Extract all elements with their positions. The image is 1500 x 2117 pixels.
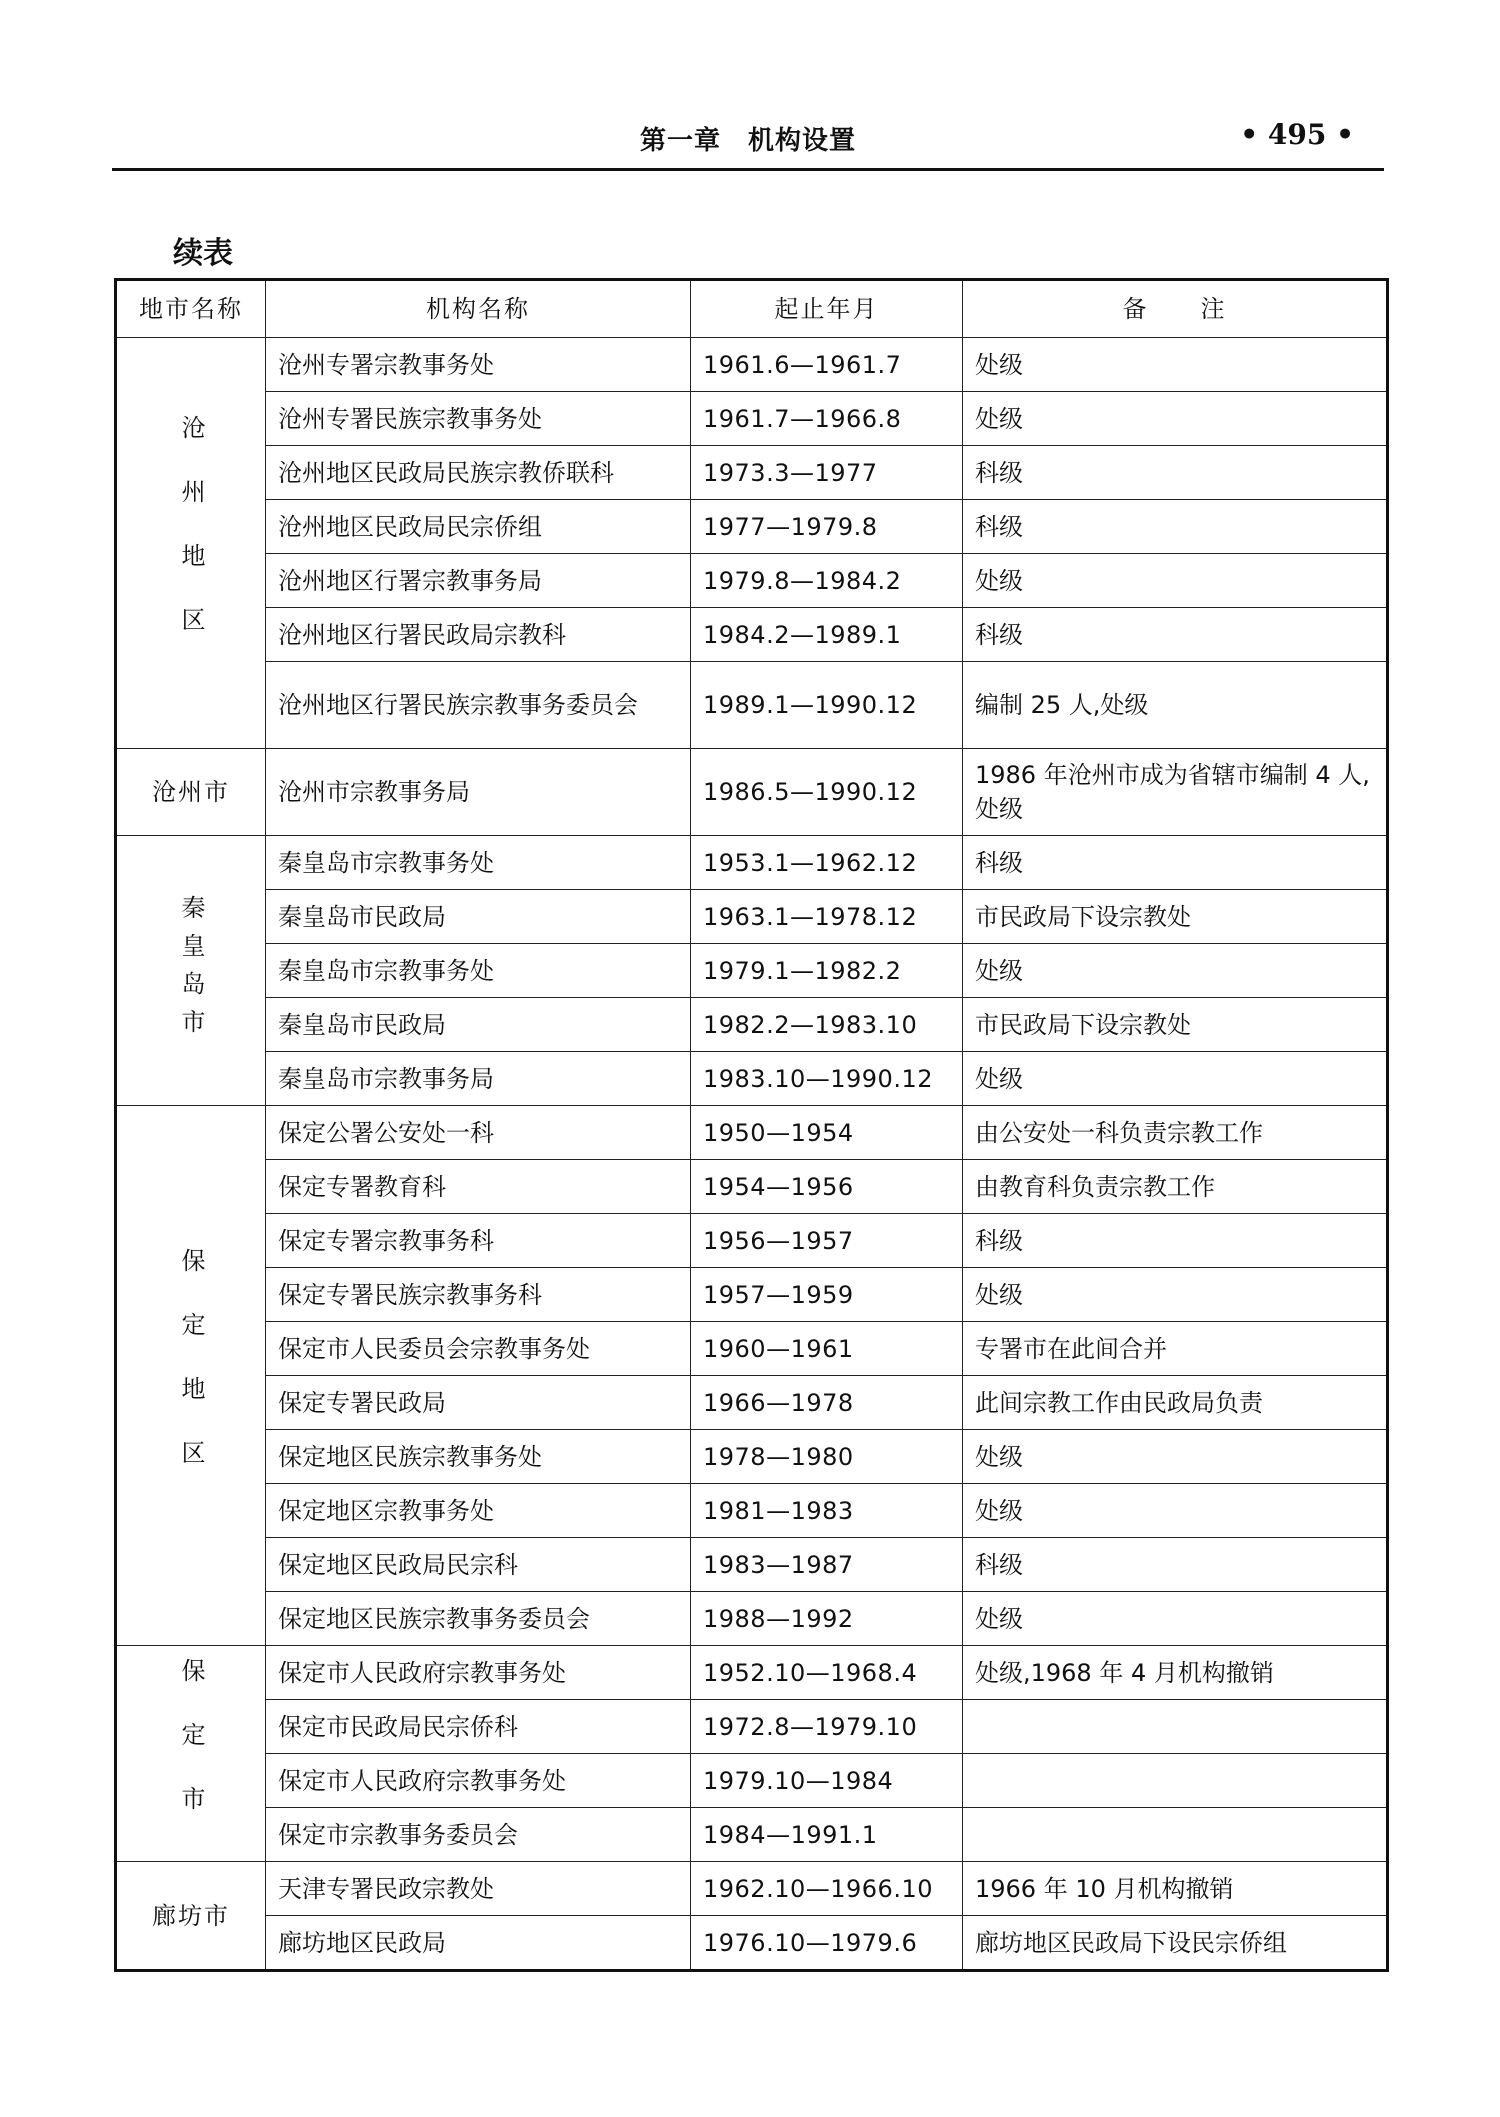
- period-cell: 1986.5—1990.12: [691, 749, 963, 836]
- remarks-cell: 处级: [963, 338, 1388, 392]
- institution-cell: 保定地区民族宗教事务处: [266, 1430, 691, 1484]
- period-cell: 1979.1—1982.2: [691, 944, 963, 998]
- period-cell: 1961.6—1961.7: [691, 338, 963, 392]
- table-row: [116, 1106, 1388, 1160]
- period-cell: 1956—1957: [691, 1214, 963, 1268]
- period-cell: 1966—1978: [691, 1376, 963, 1430]
- institution-cell: 沧州地区行署民族宗教事务委员会: [266, 662, 691, 749]
- period-cell: 1984.2—1989.1: [691, 608, 963, 662]
- institution-cell: 保定市民政局民宗侨科: [266, 1700, 691, 1754]
- period-cell: 1962.10—1966.10: [691, 1862, 963, 1916]
- table-row: [116, 608, 1388, 662]
- institution-cell: 保定市人民政府宗教事务处: [266, 1754, 691, 1808]
- table-row: [116, 554, 1388, 608]
- institution-cell: 保定市宗教事务委员会: [266, 1808, 691, 1862]
- period-cell: 1979.8—1984.2: [691, 554, 963, 608]
- remarks-cell: [963, 1700, 1388, 1754]
- table-row: [116, 1808, 1388, 1862]
- remarks-cell: 由公安处一科负责宗教工作: [963, 1106, 1388, 1160]
- period-cell: 1976.10—1979.6: [691, 1916, 963, 1971]
- institution-cell: 保定地区民政局民宗科: [266, 1538, 691, 1592]
- remarks-cell: 处级: [963, 944, 1388, 998]
- remarks-cell: [963, 1808, 1388, 1862]
- column-header-period: 起止年月: [691, 280, 963, 338]
- remarks-cell: 专署市在此间合并: [963, 1322, 1388, 1376]
- remarks-cell: 由教育科负责宗教工作: [963, 1160, 1388, 1214]
- institution-cell: 沧州市宗教事务局: [266, 749, 691, 836]
- institution-table: [114, 278, 1389, 1972]
- institution-cell: 保定专署教育科: [266, 1160, 691, 1214]
- remarks-cell: 科级: [963, 608, 1388, 662]
- institution-cell: 保定地区民族宗教事务委员会: [266, 1592, 691, 1646]
- column-header-remarks: 备 注: [963, 280, 1388, 338]
- remarks-cell: 处级: [963, 392, 1388, 446]
- remarks-cell: 处级,1968 年 4 月机构撤销: [963, 1646, 1388, 1700]
- table-row: [116, 1430, 1388, 1484]
- region-cell: 秦皇岛市: [116, 836, 266, 1106]
- institution-cell: 秦皇岛市民政局: [266, 890, 691, 944]
- remarks-cell: 处级: [963, 554, 1388, 608]
- table-row: [116, 1268, 1388, 1322]
- remarks-cell: 此间宗教工作由民政局负责: [963, 1376, 1388, 1430]
- region-cell: 保定市: [116, 1646, 266, 1862]
- institution-cell: 保定专署宗教事务科: [266, 1214, 691, 1268]
- period-cell: 1981—1983: [691, 1484, 963, 1538]
- table-row: [116, 1322, 1388, 1376]
- table-row: [116, 998, 1388, 1052]
- table-row: [116, 392, 1388, 446]
- remarks-cell: 廊坊地区民政局下设民宗侨组: [963, 1916, 1388, 1971]
- period-cell: 1982.2—1983.10: [691, 998, 963, 1052]
- table-row: [116, 1700, 1388, 1754]
- table-row: [116, 662, 1388, 749]
- table-row: [116, 1538, 1388, 1592]
- period-cell: 1984—1991.1: [691, 1808, 963, 1862]
- period-cell: 1983—1987: [691, 1538, 963, 1592]
- period-cell: 1957—1959: [691, 1268, 963, 1322]
- remarks-cell: 处级: [963, 1484, 1388, 1538]
- remarks-cell: 处级: [963, 1430, 1388, 1484]
- period-cell: 1952.10—1968.4: [691, 1646, 963, 1700]
- column-header-institution: 机构名称: [266, 280, 691, 338]
- table-row: [116, 1646, 1388, 1700]
- period-cell: 1950—1954: [691, 1106, 963, 1160]
- institution-cell: 秦皇岛市宗教事务处: [266, 836, 691, 890]
- chapter-title: 第一章 机构设置: [639, 126, 856, 156]
- table-body: [116, 338, 1388, 1971]
- remarks-cell: 科级: [963, 836, 1388, 890]
- remarks-cell: 处级: [963, 1052, 1388, 1106]
- table-row: [116, 1160, 1388, 1214]
- institution-cell: 沧州地区行署宗教事务局: [266, 554, 691, 608]
- remarks-cell: 1986 年沧州市成为省辖市编制 4 人,处级: [963, 749, 1388, 836]
- institution-cell: 沧州地区行署民政局宗教科: [266, 608, 691, 662]
- remarks-cell: 市民政局下设宗教处: [963, 890, 1388, 944]
- table-row: [116, 1376, 1388, 1430]
- table-row: [116, 1754, 1388, 1808]
- region-cell: 沧州市: [116, 749, 266, 836]
- institution-cell: 沧州地区民政局民族宗教侨联科: [266, 446, 691, 500]
- period-cell: 1954—1956: [691, 1160, 963, 1214]
- remarks-cell: 科级: [963, 1538, 1388, 1592]
- institution-cell: 天津专署民政宗教处: [266, 1862, 691, 1916]
- remarks-cell: [963, 1754, 1388, 1808]
- institution-cell: 保定市人民政府宗教事务处: [266, 1646, 691, 1700]
- table-row: [116, 749, 1388, 836]
- period-cell: 1989.1—1990.12: [691, 662, 963, 749]
- table-row: [116, 500, 1388, 554]
- institution-cell: 沧州专署民族宗教事务处: [266, 392, 691, 446]
- period-cell: 1979.10—1984: [691, 1754, 963, 1808]
- remarks-cell: 科级: [963, 446, 1388, 500]
- table-row: [116, 944, 1388, 998]
- institution-cell: 保定专署民政局: [266, 1376, 691, 1430]
- table-row: [116, 890, 1388, 944]
- table-row: [116, 338, 1388, 392]
- remarks-cell: 编制 25 人,处级: [963, 662, 1388, 749]
- remarks-cell: 科级: [963, 500, 1388, 554]
- table-row: [116, 836, 1388, 890]
- period-cell: 1977—1979.8: [691, 500, 963, 554]
- period-cell: 1953.1—1962.12: [691, 836, 963, 890]
- period-cell: 1963.1—1978.12: [691, 890, 963, 944]
- institution-cell: 沧州地区民政局民宗侨组: [266, 500, 691, 554]
- column-header-region: 地市名称: [116, 280, 266, 338]
- institution-cell: 秦皇岛市宗教事务局: [266, 1052, 691, 1106]
- continued-label: 续表: [173, 236, 233, 271]
- region-cell: 沧州地区: [116, 338, 266, 749]
- institution-cell: 秦皇岛市宗教事务处: [266, 944, 691, 998]
- period-cell: 1983.10—1990.12: [691, 1052, 963, 1106]
- remarks-cell: 处级: [963, 1592, 1388, 1646]
- table-row: [116, 1052, 1388, 1106]
- period-cell: 1978—1980: [691, 1430, 963, 1484]
- table-row: [116, 1862, 1388, 1916]
- institution-cell: 保定地区宗教事务处: [266, 1484, 691, 1538]
- period-cell: 1961.7—1966.8: [691, 392, 963, 446]
- region-cell: 保定地区: [116, 1106, 266, 1646]
- table-row: [116, 1214, 1388, 1268]
- period-cell: 1972.8—1979.10: [691, 1700, 963, 1754]
- institution-cell: 廊坊地区民政局: [266, 1916, 691, 1971]
- region-cell: 廊坊市: [116, 1862, 266, 1971]
- table-row: [116, 446, 1388, 500]
- institution-cell: 保定市人民委员会宗教事务处: [266, 1322, 691, 1376]
- table-row: [116, 1484, 1388, 1538]
- period-cell: 1960—1961: [691, 1322, 963, 1376]
- remarks-cell: 科级: [963, 1214, 1388, 1268]
- page-header: [112, 112, 1384, 171]
- institution-cell: 保定专署民族宗教事务科: [266, 1268, 691, 1322]
- remarks-cell: 市民政局下设宗教处: [963, 998, 1388, 1052]
- remarks-cell: 1966 年 10 月机构撤销: [963, 1862, 1388, 1916]
- period-cell: 1988—1992: [691, 1592, 963, 1646]
- institution-cell: 秦皇岛市民政局: [266, 998, 691, 1052]
- page-number: • 495 •: [1240, 118, 1354, 151]
- institution-cell: 保定公署公安处一科: [266, 1106, 691, 1160]
- table-header-row: [116, 280, 1388, 338]
- table-row: [116, 1916, 1388, 1971]
- table-row: [116, 1592, 1388, 1646]
- period-cell: 1973.3—1977: [691, 446, 963, 500]
- institution-cell: 沧州专署宗教事务处: [266, 338, 691, 392]
- remarks-cell: 处级: [963, 1268, 1388, 1322]
